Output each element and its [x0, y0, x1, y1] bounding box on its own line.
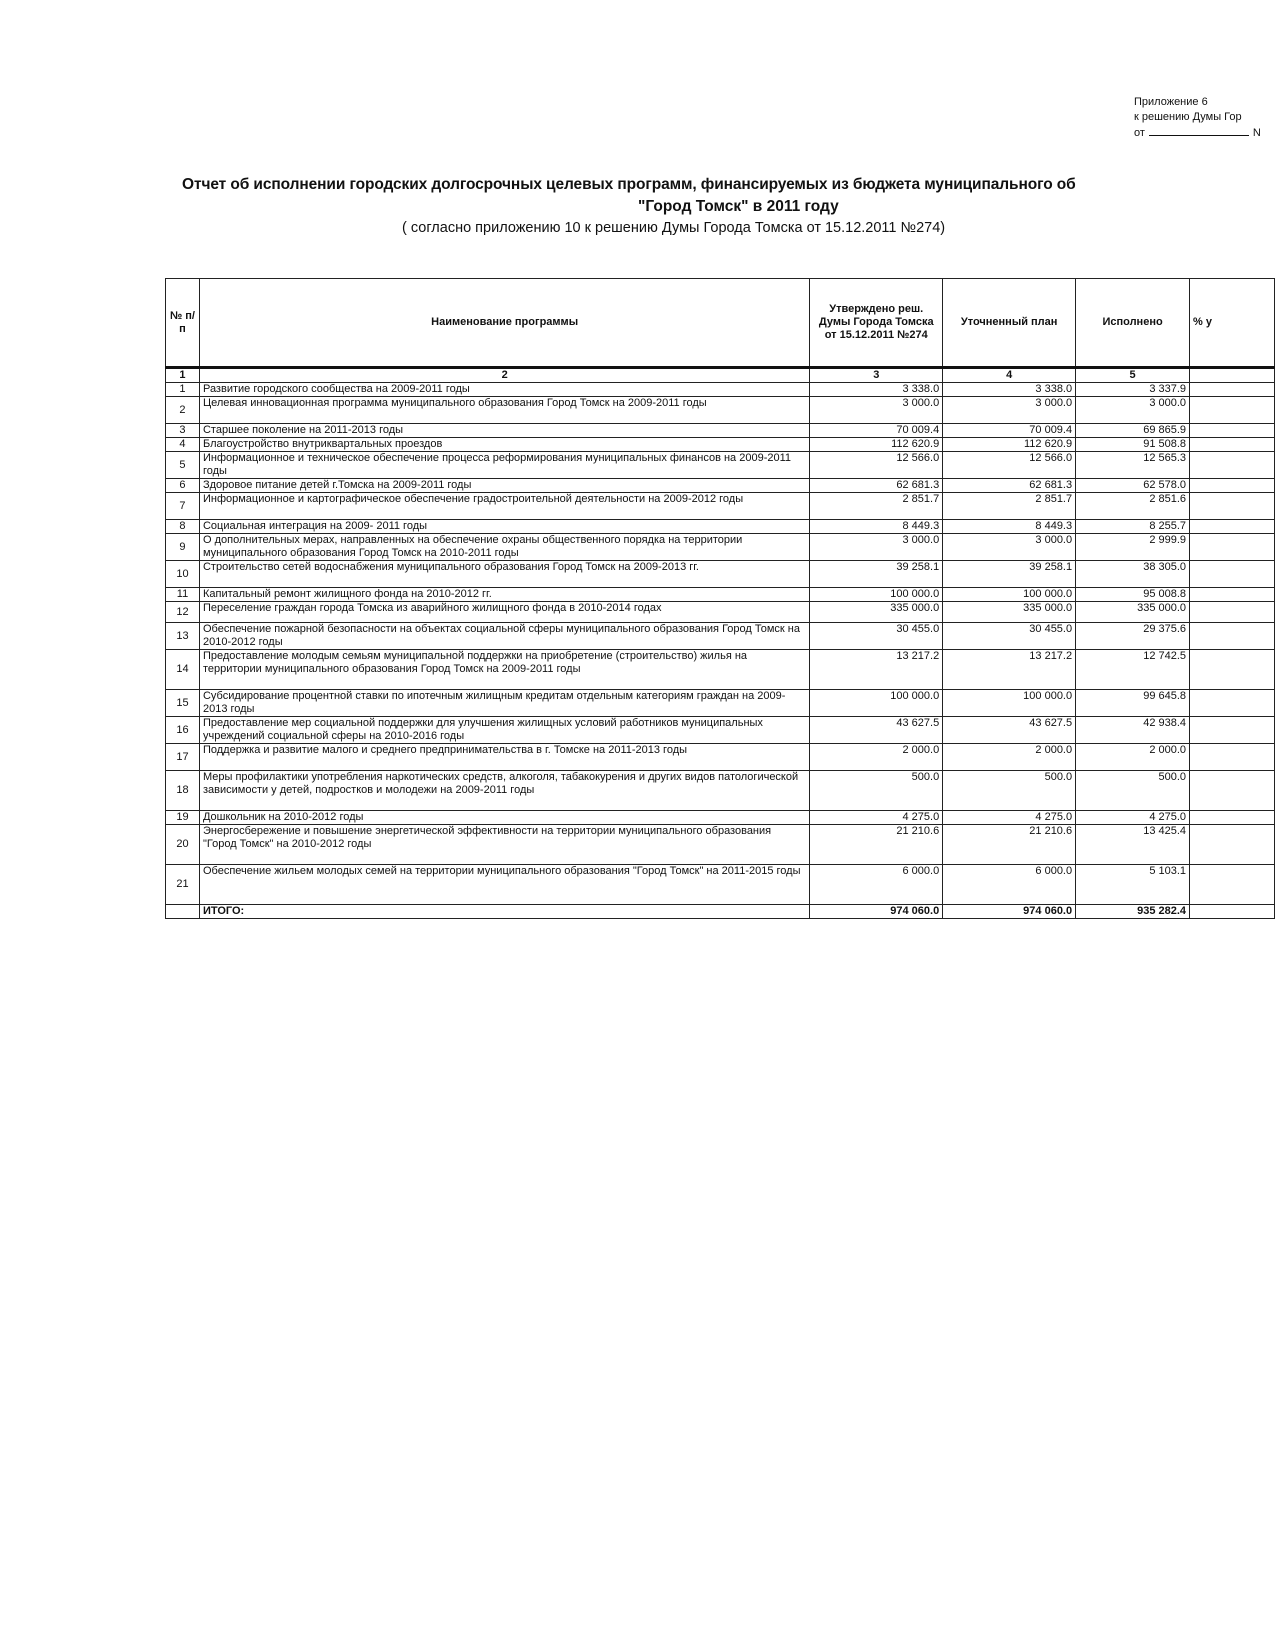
program-number: 5 — [166, 452, 200, 479]
program-name: Капитальный ремонт жилищного фонда на 2010-2012 гг. — [199, 588, 809, 602]
program-name: Дошкольник на 2010-2012 годы — [199, 811, 809, 825]
header-name: Наименование программы — [199, 279, 809, 368]
program-name: Здоровое питание детей г.Томска на 2009-2011 годы — [199, 479, 809, 493]
approved-value: 13 217.2 — [810, 650, 943, 690]
report-subtitle: ( согласно приложению 10 к решению Думы Города Томска от 15.12.2011 №274) — [402, 220, 946, 236]
refined-value: 500.0 — [943, 771, 1076, 811]
table-row — [166, 744, 1275, 771]
executed-value: 5 103.1 — [1076, 865, 1190, 905]
executed-value: 335 000.0 — [1076, 602, 1190, 623]
refined-value: 2 000.0 — [943, 744, 1076, 771]
table-row — [166, 690, 1275, 717]
header-row — [166, 279, 1275, 368]
refined-value: 21 210.6 — [943, 825, 1076, 865]
executed-value: 29 375.6 — [1076, 623, 1190, 650]
percent-value — [1190, 717, 1275, 744]
table-row — [166, 771, 1275, 811]
program-number: 18 — [166, 771, 200, 811]
header-approved: Утверждено реш. Думы Города Томска от 15.12.2011 №274 — [810, 279, 943, 368]
table-row — [166, 865, 1275, 905]
table-row — [166, 520, 1275, 534]
percent-value — [1190, 383, 1275, 397]
refined-value: 4 275.0 — [943, 811, 1076, 825]
refined-value: 3 000.0 — [943, 534, 1076, 561]
approved-value: 6 000.0 — [810, 865, 943, 905]
percent-value — [1190, 520, 1275, 534]
table-row — [166, 534, 1275, 561]
approved-value: 70 009.4 — [810, 424, 943, 438]
program-number: 13 — [166, 623, 200, 650]
program-number: 17 — [166, 744, 200, 771]
table-row — [166, 561, 1275, 588]
executed-value: 62 578.0 — [1076, 479, 1190, 493]
program-number: 10 — [166, 561, 200, 588]
refined-value: 3 338.0 — [943, 383, 1076, 397]
table-row — [166, 424, 1275, 438]
percent-value — [1190, 424, 1275, 438]
percent-value — [1190, 397, 1275, 424]
report-title: Отчет об исполнении городских долгосрочных целевых программ, финансируемых из бюджета муниципального об — [182, 176, 1076, 193]
executed-value: 12 565.3 — [1076, 452, 1190, 479]
program-name: Целевая инновационная программа муниципального образования Город Томск на 2009-2011 годы — [199, 397, 809, 424]
approved-value: 21 210.6 — [810, 825, 943, 865]
refined-value: 30 455.0 — [943, 623, 1076, 650]
executed-value: 8 255.7 — [1076, 520, 1190, 534]
program-name: Старшее поколение на 2011-2013 годы — [199, 424, 809, 438]
program-name: Развитие городского сообщества на 2009-2011 годы — [199, 383, 809, 397]
approved-value: 12 566.0 — [810, 452, 943, 479]
program-name: Информационное и техническое обеспечение процесса реформирования муниципальных финансов на 2009-2011 годы — [199, 452, 809, 479]
refined-value: 70 009.4 — [943, 424, 1076, 438]
program-number: 15 — [166, 690, 200, 717]
percent-value — [1190, 865, 1275, 905]
percent-value — [1190, 561, 1275, 588]
annex-line-1: Приложение 6 — [1134, 96, 1208, 108]
approved-value: 62 681.3 — [810, 479, 943, 493]
executed-value: 95 008.8 — [1076, 588, 1190, 602]
executed-value: 13 425.4 — [1076, 825, 1190, 865]
executed-value: 38 305.0 — [1076, 561, 1190, 588]
executed-value: 3 337.9 — [1076, 383, 1190, 397]
program-number: 21 — [166, 865, 200, 905]
annex-note — [1134, 95, 1261, 141]
program-number: 6 — [166, 479, 200, 493]
program-number: 16 — [166, 717, 200, 744]
total-refined: 974 060.0 — [943, 905, 1076, 919]
refined-value: 3 000.0 — [943, 397, 1076, 424]
executed-value: 69 865.9 — [1076, 424, 1190, 438]
percent-value — [1190, 602, 1275, 623]
approved-value: 39 258.1 — [810, 561, 943, 588]
total-executed: 935 282.4 — [1076, 905, 1190, 919]
program-name: Информационное и картографическое обеспечение градостроительной деятельности на 2009-2012 годы — [199, 493, 809, 520]
executed-value: 500.0 — [1076, 771, 1190, 811]
percent-value — [1190, 452, 1275, 479]
table-row — [166, 602, 1275, 623]
table-row — [166, 717, 1275, 744]
program-name: Обеспечение пожарной безопасности на объектах социальной сферы муниципального образования Город Томск на 2010-2012 годы — [199, 623, 809, 650]
table-row — [166, 493, 1275, 520]
program-name: Предоставление молодым семьям муниципальной поддержки на приобретение (строительство) жилья на территории муниципального образования Город Томск на 2009-2011 годы — [199, 650, 809, 690]
percent-value — [1190, 623, 1275, 650]
approved-value: 500.0 — [810, 771, 943, 811]
approved-value: 112 620.9 — [810, 438, 943, 452]
executed-value: 42 938.4 — [1076, 717, 1190, 744]
program-number: 9 — [166, 534, 200, 561]
program-name: О дополнительных мерах, направленных на обеспечение охраны общественного порядка на территории муниципального образования Город Томск на 2010-2011 годы — [199, 534, 809, 561]
program-number: 1 — [166, 383, 200, 397]
program-number: 3 — [166, 424, 200, 438]
program-number: 14 — [166, 650, 200, 690]
total-row — [166, 905, 1275, 919]
executed-value: 99 645.8 — [1076, 690, 1190, 717]
program-name: Строительство сетей водоснабжения муниципального образования Город Томск на 2009-2013 гг. — [199, 561, 809, 588]
approved-value: 3 000.0 — [810, 534, 943, 561]
refined-value: 2 851.7 — [943, 493, 1076, 520]
program-number: 7 — [166, 493, 200, 520]
total-approved: 974 060.0 — [810, 905, 943, 919]
percent-value — [1190, 825, 1275, 865]
table-row — [166, 623, 1275, 650]
approved-value: 2 851.7 — [810, 493, 943, 520]
percent-value — [1190, 811, 1275, 825]
header-executed: Исполнено — [1076, 279, 1190, 368]
program-name: Предоставление мер социальной поддержки для улучшения жилищных условий работников муниципальных учреждений социальной сферы на 2010-2016 годы — [199, 717, 809, 744]
approved-value: 2 000.0 — [810, 744, 943, 771]
refined-value: 62 681.3 — [943, 479, 1076, 493]
program-name: Субсидирование процентной ставки по ипотечным жилищным кредитам отдельным категориям граждан на 2009-2013 годы — [199, 690, 809, 717]
approved-value: 100 000.0 — [810, 690, 943, 717]
refined-value: 100 000.0 — [943, 690, 1076, 717]
percent-value — [1190, 493, 1275, 520]
executed-value: 2 851.6 — [1076, 493, 1190, 520]
table-row — [166, 650, 1275, 690]
percent-value — [1190, 650, 1275, 690]
executed-value: 3 000.0 — [1076, 397, 1190, 424]
refined-value: 8 449.3 — [943, 520, 1076, 534]
table-row — [166, 452, 1275, 479]
approved-value: 30 455.0 — [810, 623, 943, 650]
table-row — [166, 588, 1275, 602]
refined-value: 335 000.0 — [943, 602, 1076, 623]
percent-value — [1190, 690, 1275, 717]
executed-value: 12 742.5 — [1076, 650, 1190, 690]
program-number: 19 — [166, 811, 200, 825]
program-name: Меры профилактики употребления наркотических средств, алкоголя, табакокурения и других видов патологической зависимости у детей, подростков и молодежи на 2009-2011 годы — [199, 771, 809, 811]
table-row — [166, 479, 1275, 493]
program-name: Переселение граждан города Томска из аварийного жилищного фонда в 2010-2014 годах — [199, 602, 809, 623]
refined-value: 100 000.0 — [943, 588, 1076, 602]
program-number: 12 — [166, 602, 200, 623]
program-name: Социальная интеграция на 2009- 2011 годы — [199, 520, 809, 534]
executed-value: 2 000.0 — [1076, 744, 1190, 771]
percent-value — [1190, 744, 1275, 771]
refined-value: 6 000.0 — [943, 865, 1076, 905]
annex-line-2: к решению Думы Гор — [1134, 111, 1242, 123]
table-row — [166, 397, 1275, 424]
header-percent: % у — [1190, 279, 1275, 368]
table-row — [166, 811, 1275, 825]
program-number: 2 — [166, 397, 200, 424]
approved-value: 4 275.0 — [810, 811, 943, 825]
percent-value — [1190, 438, 1275, 452]
table-row — [166, 438, 1275, 452]
refined-value: 12 566.0 — [943, 452, 1076, 479]
percent-value — [1190, 479, 1275, 493]
program-number: 8 — [166, 520, 200, 534]
program-name: Обеспечение жильем молодых семей на территории муниципального образования "Город Томск" на 2011-2015 годы — [199, 865, 809, 905]
programs-table — [165, 278, 1275, 919]
percent-value — [1190, 588, 1275, 602]
approved-value: 100 000.0 — [810, 588, 943, 602]
refined-value: 43 627.5 — [943, 717, 1076, 744]
program-name: Благоустройство внутриквартальных проездов — [199, 438, 809, 452]
approved-value: 3 000.0 — [810, 397, 943, 424]
program-number: 20 — [166, 825, 200, 865]
program-number: 11 — [166, 588, 200, 602]
column-index-row: 1 2 3 4 5 — [166, 368, 1275, 383]
executed-value: 4 275.0 — [1076, 811, 1190, 825]
approved-value: 3 338.0 — [810, 383, 943, 397]
header-num: № п/п — [166, 279, 200, 368]
approved-value: 43 627.5 — [810, 717, 943, 744]
refined-value: 13 217.2 — [943, 650, 1076, 690]
program-number: 4 — [166, 438, 200, 452]
date-blank — [1149, 125, 1249, 136]
table-row — [166, 383, 1275, 397]
annex-line-3: от N — [1134, 127, 1261, 139]
total-label: ИТОГО: — [199, 905, 809, 919]
approved-value: 335 000.0 — [810, 602, 943, 623]
executed-value: 91 508.8 — [1076, 438, 1190, 452]
table-row — [166, 825, 1275, 865]
program-name: Поддержка и развитие малого и среднего предпринимательства в г. Томске на 2011-2013 годы — [199, 744, 809, 771]
approved-value: 8 449.3 — [810, 520, 943, 534]
program-name: Энергосбережение и повышение энергетической эффективности на территории муниципального образования "Город Томск" на 2010-2012 годы — [199, 825, 809, 865]
refined-value: 39 258.1 — [943, 561, 1076, 588]
header-refined: Уточненный план — [943, 279, 1076, 368]
executed-value: 2 999.9 — [1076, 534, 1190, 561]
percent-value — [1190, 534, 1275, 561]
percent-value — [1190, 771, 1275, 811]
refined-value: 112 620.9 — [943, 438, 1076, 452]
